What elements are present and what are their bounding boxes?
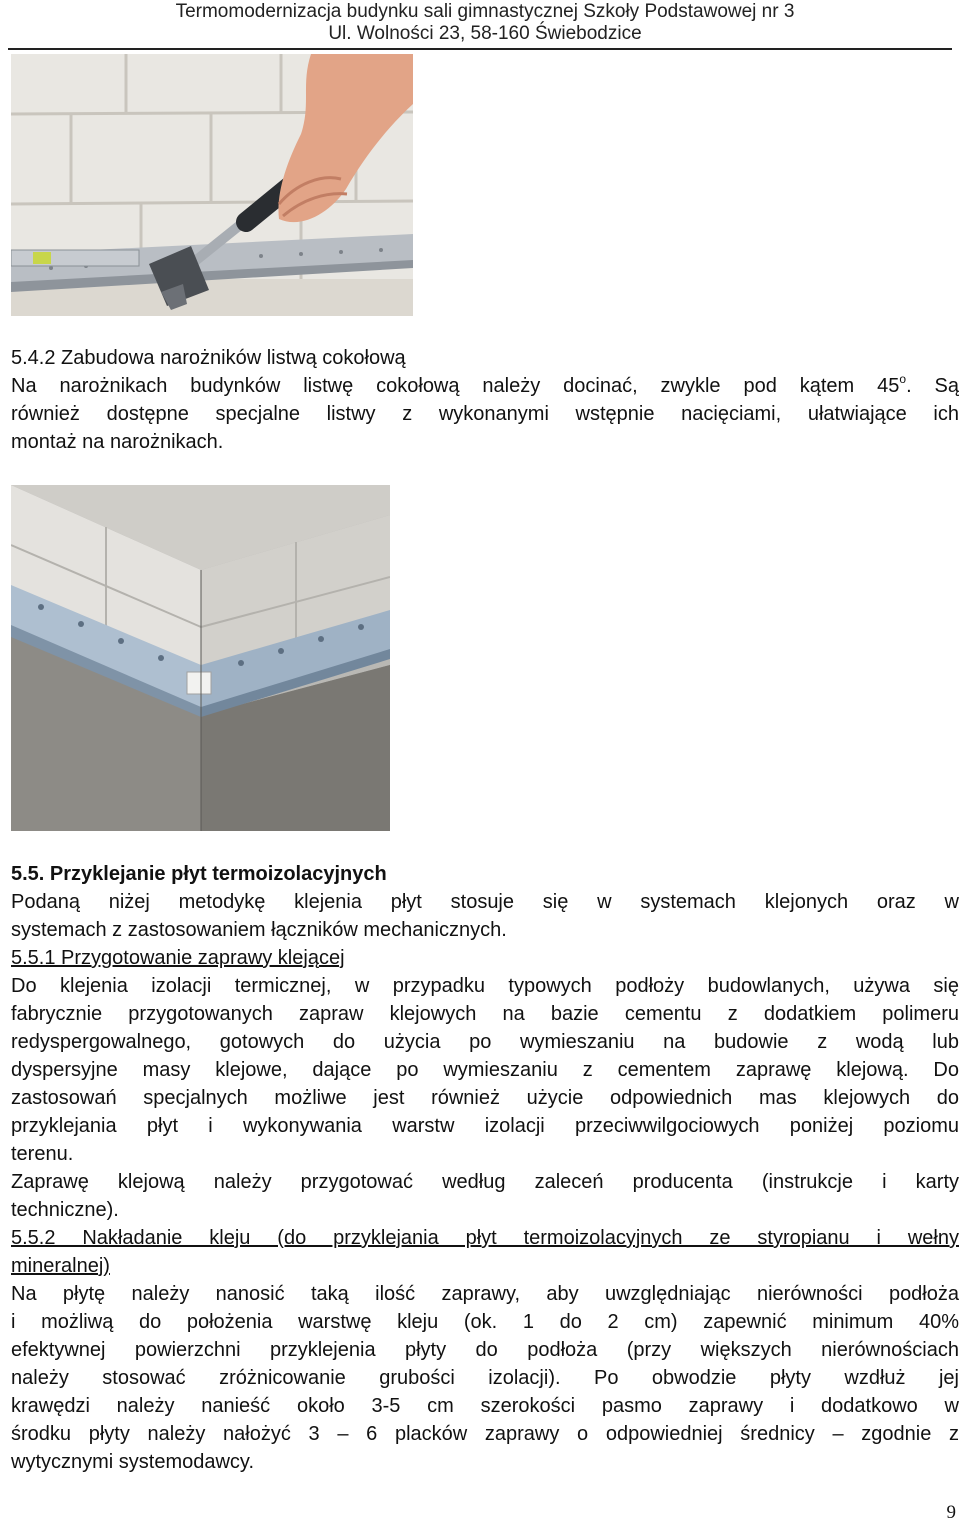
section-5-5-1-text-line: dyspersyjne masy klejowe, dające po wymieszaniu z cementem zaprawę klejową. Do [11, 1059, 959, 1081]
section-5-5-text-line: Podaną niżej metodykę klejenia płyt stosuje się w systemach klejonych oraz w [11, 891, 959, 913]
section-5-5-1-text-line: terenu. [11, 1143, 74, 1165]
hammer-fixing-plinth-rail-photo [11, 54, 413, 316]
section-5-5-heading: 5.5. Przyklejanie płyt termoizolacyjnych [11, 863, 387, 885]
section-5-5-2-text-line: krawędzi należy nanieść około 3-5 cm szerokości pasmo zaprawy i dodatkowo w [11, 1395, 959, 1417]
section-5-5-2-text-line: Na płytę należy nanosić taką ilość zaprawy, aby uwzględniając nierówności podłoża [11, 1283, 959, 1305]
section-5-4-2-text-line: montaż na narożnikach. [11, 431, 224, 453]
section-5-5-1-text-line: redyspergowalnego, gotowych do użycia po wymieszaniu na budowie z wodą lub [11, 1031, 959, 1053]
section-5-5-1-text-line: Zaprawę klejową należy przygotować według zaleceń producenta (instrukcje i karty [11, 1171, 959, 1193]
section-5-5-2-text-line: i możliwą do położenia warstwę kleju (ok. 1 do 2 cm) zapewnić minimum 40% [11, 1311, 959, 1333]
section-5-5-text-line: systemach z zastosowaniem łączników mechanicznych. [11, 919, 507, 941]
section-5-5-2-text-line: efektywnej powierzchni przyklejenia płyty do podłoża (przy większych nierównościach [11, 1339, 959, 1361]
section-5-5-1-text-line: Do klejenia izolacji termicznej, w przypadku typowych podłoży budowlanych, używa się [11, 975, 959, 997]
section-5-4-2-text-line: również dostępne specjalne listwy z wykonanymi wstępnie nacięciami, ułatwiające ich [11, 403, 959, 425]
header-project-title: Termomodernizacja budynku sali gimnastycznej Szkoły Podstawowej nr 3 [175, 1, 795, 22]
section-5-5-1-text-line: przyklejania płyt i wykonywania warstw izolacji przeciwwilgociowych poniżej poziomu [11, 1115, 959, 1137]
section-5-5-2-text-line: środku płyty należy nałożyć 3 – 6 placków zaprawy o odpowiedniej średnicy – zgodnie z [11, 1423, 959, 1445]
section-5-5-1-text-line: zastosowań specjalnych możliwe jest również użycie odpowiednich mas klejowych do [11, 1087, 959, 1109]
section-5-5-1-text-line: techniczne). [11, 1199, 119, 1221]
plinth-rail-corner-photo [11, 485, 390, 831]
section-5-4-2-text-line: Na narożnikach budynków listwę cokołową należy docinać, zwykle pod kątem 45$^o$. Są [11, 372, 959, 397]
section-5-5-2-heading: 5.5.2 Nakładanie kleju (do przyklejania płyt termoizolacyjnych ze styropianu i wełny [11, 1227, 959, 1249]
section-5-5-2-text-line: wytycznymi systemodawcy. [11, 1451, 255, 1473]
section-5-5-1-text-line: fabrycznie przygotowanych zapraw klejowych na bazie cementu z dodatkiem polimeru [11, 1003, 959, 1025]
section-5-5-1-heading: 5.5.1 Przygotowanie zaprawy klejącej [11, 947, 345, 969]
section-5-5-2-text-line: należy stosować zróżnicowanie grubości izolacji). Po obwodzie płyty wzdłuż jej [11, 1367, 959, 1389]
header-address: Ul. Wolności 23, 58-160 Świebodzice [328, 23, 642, 44]
header-divider [8, 48, 952, 50]
section-5-4-2-heading: 5.4.2 Zabudowa narożników listwą cokołową [11, 347, 406, 369]
page-number: 9 [946, 1502, 956, 1523]
section-5-5-2-heading-cont: mineralnej) [11, 1255, 110, 1277]
